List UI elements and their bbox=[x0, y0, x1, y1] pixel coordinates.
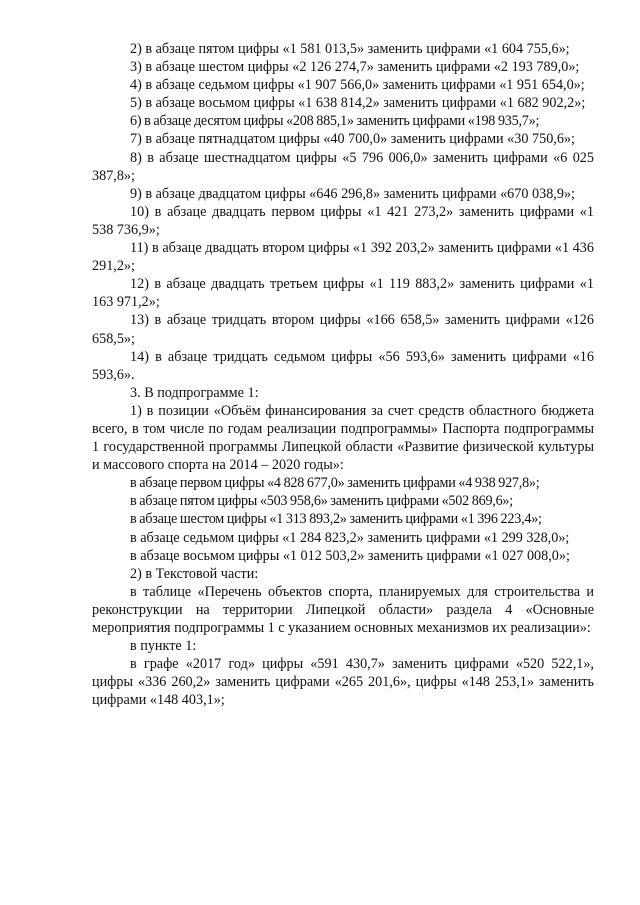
paragraph-item-11: 11) в абзаце двадцать втором цифры «1 392 203,2» заменить цифрами «1 436 291,2»; bbox=[92, 240, 594, 275]
paragraph-item-12: 12) в абзаце двадцать третьем цифры «1 119 883,2» заменить цифрами «1 163 971,2»; bbox=[92, 276, 594, 311]
paragraph-abzac-1: в абзаце первом цифры «4 828 677,0» заменить цифрами «4 938 927,8»; bbox=[130, 475, 540, 492]
document-page bbox=[92, 40, 594, 709]
paragraph-item-3: 3) в абзаце шестом цифры «2 126 274,7» заменить цифрами «2 193 789,0»; bbox=[130, 59, 580, 76]
paragraph-item-6: 6) в абзаце десятом цифры «208 885,1» заменить цифрами «198 935,7»; bbox=[130, 113, 540, 130]
paragraph-point-1: в пункте 1: bbox=[130, 638, 197, 655]
paragraph-abzac-8: в абзаце восьмом цифры «1 012 503,2» заменить цифрами «1 027 008,0»; bbox=[130, 547, 570, 564]
paragraph-item-9: 9) в абзаце двадцатом цифры «646 296,8» заменить цифрами «670 038,9»; bbox=[130, 185, 575, 202]
paragraph-item-10: 10) в абзаце двадцать первом цифры «1 421 273,2» заменить цифрами «1 538 736,9»; bbox=[92, 203, 594, 238]
paragraph-abzac-7: в абзаце седьмом цифры «1 284 823,2» заменить цифрами «1 299 328,0»; bbox=[130, 529, 570, 546]
paragraph-item-4: 4) в абзаце седьмом цифры «1 907 566,0» заменить цифрами «1 951 654,0»; bbox=[130, 77, 585, 94]
paragraph-text-part: 2) в Текстовой части: bbox=[130, 565, 259, 582]
paragraph-position-financing: 1) в позиции «Объём финансирования за счет средств областного бюджета всего, в том числе по годам реализации подпрограммы» Паспорта подпрограммы 1 государственной программы Липецкой области «Развитие физической культуры и массового спорта на 2014 – 2020 годы»: bbox=[92, 402, 594, 474]
paragraph-abzac-5: в абзаце пятом цифры «503 958,6» заменить цифрами «502 869,6»; bbox=[130, 493, 513, 510]
paragraph-item-14: 14) в абзаце тридцать седьмом цифры «56 593,6» заменить цифрами «16 593,6». bbox=[92, 348, 594, 383]
paragraph-item-13: 13) в абзаце тридцать втором цифры «166 658,5» заменить цифрами «126 658,5»; bbox=[92, 312, 594, 347]
paragraph-item-7: 7) в абзаце пятнадцатом цифры «40 700,0» заменить цифрами «30 750,6»; bbox=[130, 131, 575, 148]
paragraph-column-2017: в графе «2017 год» цифры «591 430,7» заменить цифрами «520 522,1», цифры «336 260,2» заменить цифрами «265 201,6», цифры «148 253,1» заменить цифрами «148 403,1»; bbox=[92, 656, 594, 709]
paragraph-table-reference: в таблице «Перечень объектов спорта, планируемых для строительства и реконструкции на территории Липецкой области» раздела 4 «Основные мероприятия подпрограммы 1 с указанием основных механизмов их реализации»: bbox=[92, 583, 594, 636]
paragraph-item-5: 5) в абзаце восьмом цифры «1 638 814,2» заменить цифрами «1 682 902,2»; bbox=[130, 95, 586, 112]
section-heading-subprogram-1: 3. В подпрограмме 1: bbox=[130, 384, 259, 401]
paragraph-item-8: 8) в абзаце шестнадцатом цифры «5 796 006,0» заменить цифрами «6 025 387,8»; bbox=[92, 149, 594, 184]
paragraph-item-2: 2) в абзаце пятом цифры «1 581 013,5» заменить цифрами «1 604 755,6»; bbox=[130, 41, 570, 57]
paragraph-abzac-6: в абзаце шестом цифры «1 313 893,2» заменить цифрами «1 396 223,4»; bbox=[130, 511, 542, 528]
